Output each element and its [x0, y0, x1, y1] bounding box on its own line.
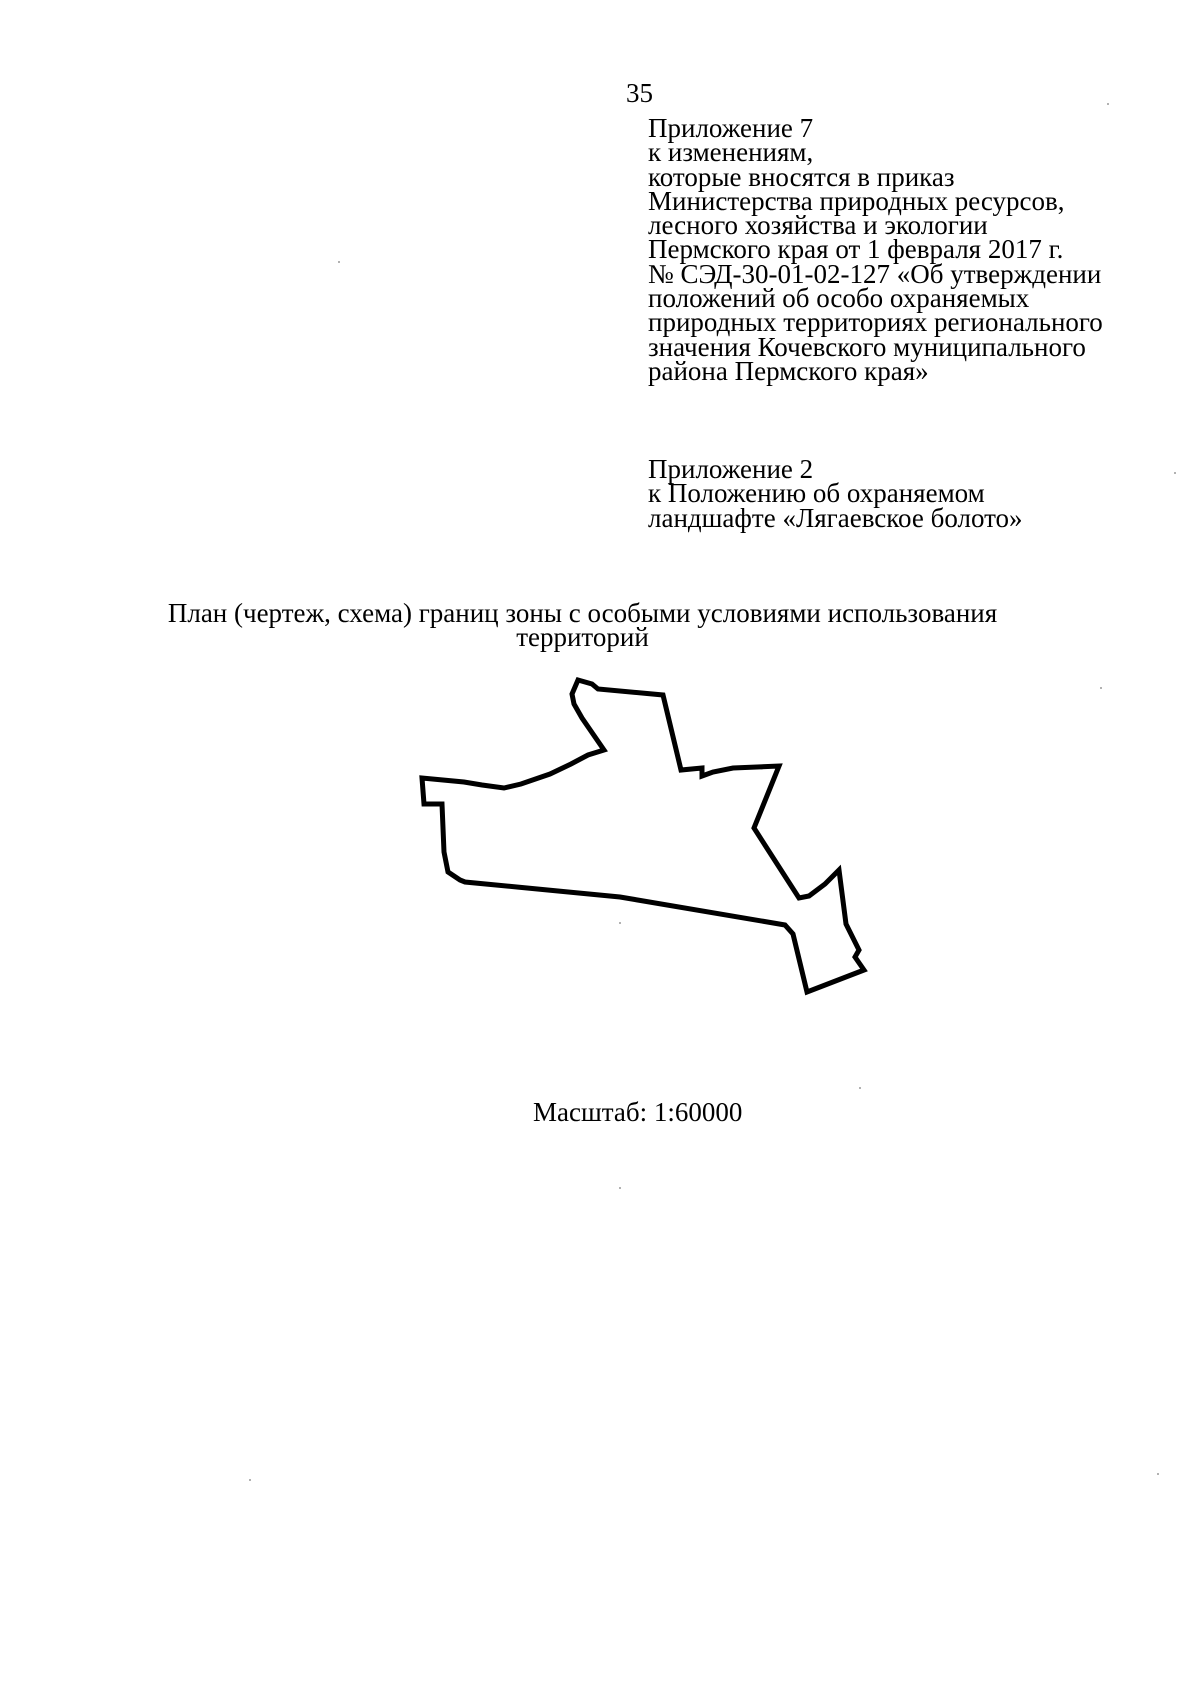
scan-speck — [619, 922, 621, 924]
scan-speck — [619, 1187, 621, 1189]
page-number: 35 — [626, 78, 653, 108]
plan-title — [160, 598, 1005, 653]
plan-title-line: План (чертеж, схема) границ зоны с особыми условиями использования — [167, 598, 998, 628]
appendix-7-line: Министерства природных ресурсов, — [648, 185, 1065, 216]
appendix-2-header — [648, 454, 1188, 533]
appendix-7-line: № СЭД-30-01-02-127 «Об утверждении — [648, 258, 1102, 289]
appendix-7-line: к изменениям, — [648, 137, 814, 168]
appendix-7-line: положений об особо охраняемых — [648, 283, 1030, 314]
zone-boundary-outline — [422, 680, 864, 992]
scan-speck — [338, 261, 340, 263]
plan-title-line: территорий — [516, 622, 649, 653]
appendix-2-line: ландшафте «Лягаевское болото» — [648, 502, 1023, 533]
scan-speck — [1107, 103, 1109, 105]
appendix-7-line: Приложение 7 — [648, 113, 814, 143]
appendix-7-line: природных территориях регионального — [648, 307, 1103, 338]
appendix-7-line: района Пермского края» — [648, 355, 929, 386]
scan-speck — [1157, 1473, 1159, 1475]
scan-speck — [859, 1087, 861, 1089]
scan-speck — [1100, 687, 1102, 689]
appendix-2-line: к Положению об охраняемом — [648, 478, 985, 509]
appendix-7-line: Пермского края от 1 февраля 2017 г. — [648, 234, 1064, 265]
appendix-7-header — [648, 113, 1188, 386]
scan-speck — [249, 1479, 251, 1481]
appendix-7-line: значения Кочевского муниципального — [648, 331, 1086, 362]
appendix-7-line: лесного хозяйства и экологии — [648, 210, 988, 241]
appendix-2-line: Приложение 2 — [648, 454, 814, 484]
appendix-7-line: которые вносятся в приказ — [648, 161, 955, 192]
scale-label: Масштаб: 1:60000 — [533, 1097, 743, 1127]
